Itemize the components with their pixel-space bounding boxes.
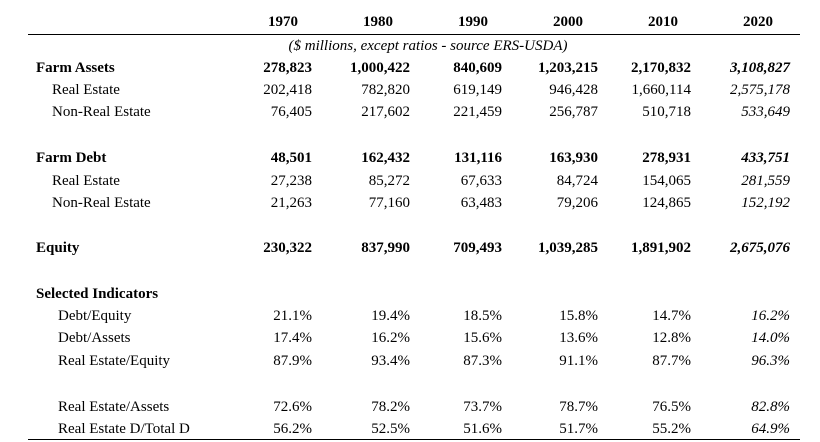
table-cell: 17.4% <box>273 330 312 346</box>
table-cell: 52.5% <box>371 421 410 437</box>
table-cell: 91.1% <box>559 353 598 369</box>
table-cell: 709,493 <box>453 240 502 256</box>
table-cell: 510,718 <box>642 104 691 120</box>
table-row <box>28 418 800 440</box>
section-heading-row <box>28 283 800 305</box>
row-label: Debt/Equity <box>58 308 132 324</box>
table-cell: 12.8% <box>652 330 691 346</box>
table-cell: 78.2% <box>371 399 410 415</box>
table-cell: 1,203,215 <box>538 60 598 76</box>
table-cell: 15.6% <box>463 330 502 346</box>
table-cell: 77,160 <box>368 195 410 211</box>
year-header: 1980 <box>363 14 393 30</box>
row-label: Real Estate/Equity <box>58 353 171 369</box>
table-cell: 55.2% <box>652 421 691 437</box>
table-cell: 85,272 <box>368 173 410 189</box>
row-label: Farm Debt <box>36 150 107 166</box>
table-cell: 278,823 <box>263 60 312 76</box>
table-cell: 2,675,076 <box>730 240 790 256</box>
table-row <box>28 396 800 418</box>
row-label: Real Estate/Assets <box>58 399 170 415</box>
table-cell: 14.7% <box>652 308 691 324</box>
table-cell: 619,149 <box>453 82 502 98</box>
table-cell: 202,418 <box>263 82 312 98</box>
table-cell: 27,238 <box>270 173 312 189</box>
table-row <box>28 101 800 123</box>
table-cell: 63,483 <box>460 195 502 211</box>
units-note: ($ millions, except ratios - source ERS-USDA) <box>288 38 568 54</box>
bottom-rule <box>28 439 800 440</box>
table-cell: 782,820 <box>361 82 410 98</box>
table-cell: 73.7% <box>463 399 502 415</box>
table-row <box>28 237 800 259</box>
table-row <box>28 57 800 79</box>
table-cell: 221,459 <box>453 104 502 120</box>
table-row <box>28 170 800 192</box>
table-cell: 87.7% <box>652 353 691 369</box>
year-header-row <box>28 11 800 33</box>
table-cell: 51.6% <box>463 421 502 437</box>
table-cell: 154,065 <box>642 173 691 189</box>
table-cell: 56.2% <box>273 421 312 437</box>
year-header: 2010 <box>648 14 678 30</box>
table-row <box>28 192 800 214</box>
table-cell: 87.3% <box>463 353 502 369</box>
table-cell: 15.8% <box>559 308 598 324</box>
table-cell: 79,206 <box>556 195 598 211</box>
table-cell: 1,039,285 <box>538 240 598 256</box>
table-cell: 96.3% <box>751 353 790 369</box>
table-cell: 18.5% <box>463 308 502 324</box>
table-cell: 76.5% <box>652 399 691 415</box>
table-cell: 946,428 <box>549 82 598 98</box>
table-cell: 124,865 <box>642 195 691 211</box>
table-cell: 840,609 <box>453 60 502 76</box>
table-cell: 1,891,902 <box>631 240 691 256</box>
table-cell: 2,575,178 <box>730 82 790 98</box>
table-cell: 76,405 <box>270 104 312 120</box>
table-cell: 837,990 <box>361 240 410 256</box>
table-cell: 433,751 <box>741 150 790 166</box>
table-cell: 21.1% <box>273 308 312 324</box>
table-cell: 78.7% <box>559 399 598 415</box>
table-cell: 72.6% <box>273 399 312 415</box>
table-row <box>28 350 800 372</box>
table-row <box>28 79 800 101</box>
table-cell: 67,633 <box>460 173 502 189</box>
table-row <box>28 305 800 327</box>
table-cell: 19.4% <box>371 308 410 324</box>
row-label: Non-Real Estate <box>52 104 151 120</box>
row-label: Real Estate <box>52 82 120 98</box>
table-cell: 21,263 <box>270 195 312 211</box>
year-header: 2000 <box>553 14 583 30</box>
table-cell: 131,116 <box>454 150 502 166</box>
row-label: Farm Assets <box>36 60 115 76</box>
row-label: Real Estate <box>52 173 120 189</box>
table-cell: 256,787 <box>549 104 598 120</box>
row-label: Debt/Assets <box>58 330 131 346</box>
table-cell: 93.4% <box>371 353 410 369</box>
table-cell: 533,649 <box>741 104 790 120</box>
section-heading: Selected Indicators <box>36 286 159 302</box>
table-cell: 51.7% <box>559 421 598 437</box>
table-cell: 281,559 <box>741 173 790 189</box>
year-header: 2020 <box>743 14 773 30</box>
table-cell: 84,724 <box>556 173 598 189</box>
year-header: 1990 <box>458 14 488 30</box>
year-header: 1970 <box>268 14 298 30</box>
table-cell: 16.2% <box>751 308 790 324</box>
table-cell: 162,432 <box>361 150 410 166</box>
table-cell: 163,930 <box>549 150 598 166</box>
table-row <box>28 147 800 169</box>
table-cell: 16.2% <box>371 330 410 346</box>
table-cell: 1,000,422 <box>350 60 410 76</box>
table-cell: 48,501 <box>270 150 312 166</box>
table-cell: 3,108,827 <box>730 60 790 76</box>
table-cell: 13.6% <box>559 330 598 346</box>
table-cell: 1,660,114 <box>631 82 691 98</box>
table-cell: 217,602 <box>361 104 410 120</box>
row-label: Equity <box>36 240 80 256</box>
table-cell: 230,322 <box>263 240 312 256</box>
table-cell: 64.9% <box>751 421 790 437</box>
row-label: Real Estate D/Total D <box>58 421 190 437</box>
units-note-row <box>28 35 800 57</box>
table-cell: 14.0% <box>751 330 790 346</box>
table-row <box>28 327 800 349</box>
table-cell: 152,192 <box>741 195 790 211</box>
table-cell: 2,170,832 <box>631 60 691 76</box>
table-cell: 278,931 <box>642 150 691 166</box>
table-cell: 82.8% <box>751 399 790 415</box>
row-label: Non-Real Estate <box>52 195 151 211</box>
table-cell: 87.9% <box>273 353 312 369</box>
